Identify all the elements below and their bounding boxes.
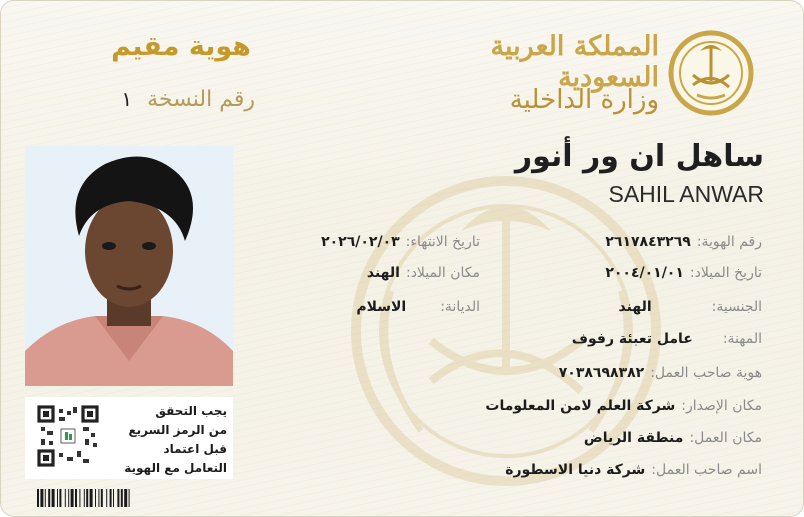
- barcode-bar: [129, 489, 130, 507]
- qr-note-line: يجب التحقق: [155, 404, 227, 418]
- document-title: هوية مقيم: [111, 31, 251, 62]
- ministry-title: وزارة الداخلية: [509, 85, 659, 115]
- issue-place-field: [485, 398, 762, 414]
- employer-name-field: [505, 462, 762, 478]
- employer-id-field: [559, 365, 762, 381]
- employer-name-label: اسم صاحب العمل:: [651, 462, 762, 478]
- religion-value: الاسلام: [356, 299, 407, 315]
- barcode-bar: [40, 489, 43, 507]
- work-place-label: مكان العمل:: [689, 430, 762, 446]
- barcode-bar: [95, 489, 96, 507]
- barcode-bar: [65, 489, 66, 507]
- name-arabic: ساهل ان ور أنور: [514, 139, 764, 174]
- dob-value: ٢٠٠٤/٠١/٠١: [605, 265, 684, 281]
- expiry-value: ٢٠٢٦/٠٢/٠٣: [321, 234, 400, 250]
- expiry-field: [321, 234, 480, 250]
- kingdom-title: المملكة العربية السعودية: [490, 31, 659, 93]
- barcode-bar: [106, 489, 107, 507]
- barcode-bar: [86, 489, 88, 507]
- qr-code-icon: [37, 405, 99, 467]
- id-number-field: [605, 234, 762, 250]
- name-english: SAHIL ANWAR: [608, 181, 764, 207]
- dob-label: تاريخ الميلاد:: [689, 265, 762, 281]
- employer-name-value: شركة دنيا الاسطورة: [505, 462, 646, 478]
- nationality-label: الجنسية:: [711, 299, 762, 315]
- barcode-icon: [37, 489, 223, 507]
- pob-label: مكان الميلاد:: [405, 265, 480, 281]
- barcode-bar: [37, 489, 39, 507]
- barcode-bar: [117, 489, 119, 507]
- portrait-image: [25, 146, 233, 386]
- barcode-bar: [90, 489, 93, 507]
- occupation-label: المهنة:: [722, 331, 762, 347]
- issue-place-label: مكان الإصدار:: [681, 398, 762, 414]
- barcode-bar: [121, 489, 123, 507]
- religion-field: [356, 299, 480, 315]
- barcode-bar: [71, 489, 74, 507]
- barcode-bar: [84, 489, 85, 507]
- barcode-bar: [52, 489, 55, 507]
- barcode-bar: [101, 489, 103, 507]
- qr-note-line: التعامل مع الهوية: [124, 461, 227, 475]
- copy-number-value: ١: [121, 87, 133, 111]
- nationality-field: [619, 299, 762, 315]
- qr-note-line: من الرمز السريع: [128, 423, 227, 437]
- barcode-bar: [98, 489, 99, 507]
- barcode-bar: [59, 489, 61, 507]
- barcode-bar: [110, 489, 112, 507]
- id-number-label: رقم الهوية:: [696, 234, 762, 250]
- work-place-value: منطقة الرياض: [583, 430, 684, 446]
- work-place-field: [584, 430, 762, 446]
- barcode-bar: [68, 489, 69, 507]
- barcode-bar: [45, 489, 46, 507]
- pob-value: الهند: [366, 265, 400, 281]
- pob-field: [367, 265, 480, 281]
- holder-photo: [25, 146, 233, 386]
- occupation-field: [572, 331, 762, 347]
- nationality-value: الهند: [618, 299, 652, 315]
- qr-section: [25, 397, 233, 479]
- barcode-bar: [124, 489, 127, 507]
- barcode-bar: [57, 489, 58, 507]
- copy-number-line: [65, 87, 255, 112]
- employer-id-label: هوية صاحب العمل:: [650, 365, 762, 381]
- saudi-emblem-icon: [667, 29, 755, 117]
- qr-verification-note: [109, 402, 227, 478]
- barcode-bar: [75, 489, 77, 507]
- id-number-value: ٢٦١٧٨٤٣٢٦٩: [605, 234, 691, 250]
- expiry-label: تاريخ الانتهاء:: [405, 234, 480, 250]
- employer-id-value: ٧٠٣٨٦٩٨٣٨٢: [558, 365, 645, 381]
- issue-place-value: شركة العلم لامن المعلومات: [485, 398, 676, 414]
- religion-label: الديانة:: [440, 299, 480, 315]
- barcode-bar: [48, 489, 50, 507]
- qr-note-line: قبل اعتماد: [163, 442, 227, 456]
- dob-field: [605, 265, 762, 281]
- occupation-value: عامل تعبئة رفوف: [571, 331, 693, 347]
- barcode-bar: [79, 489, 80, 507]
- barcode-bar: [113, 489, 114, 507]
- copy-number-label: رقم النسخة: [147, 87, 255, 112]
